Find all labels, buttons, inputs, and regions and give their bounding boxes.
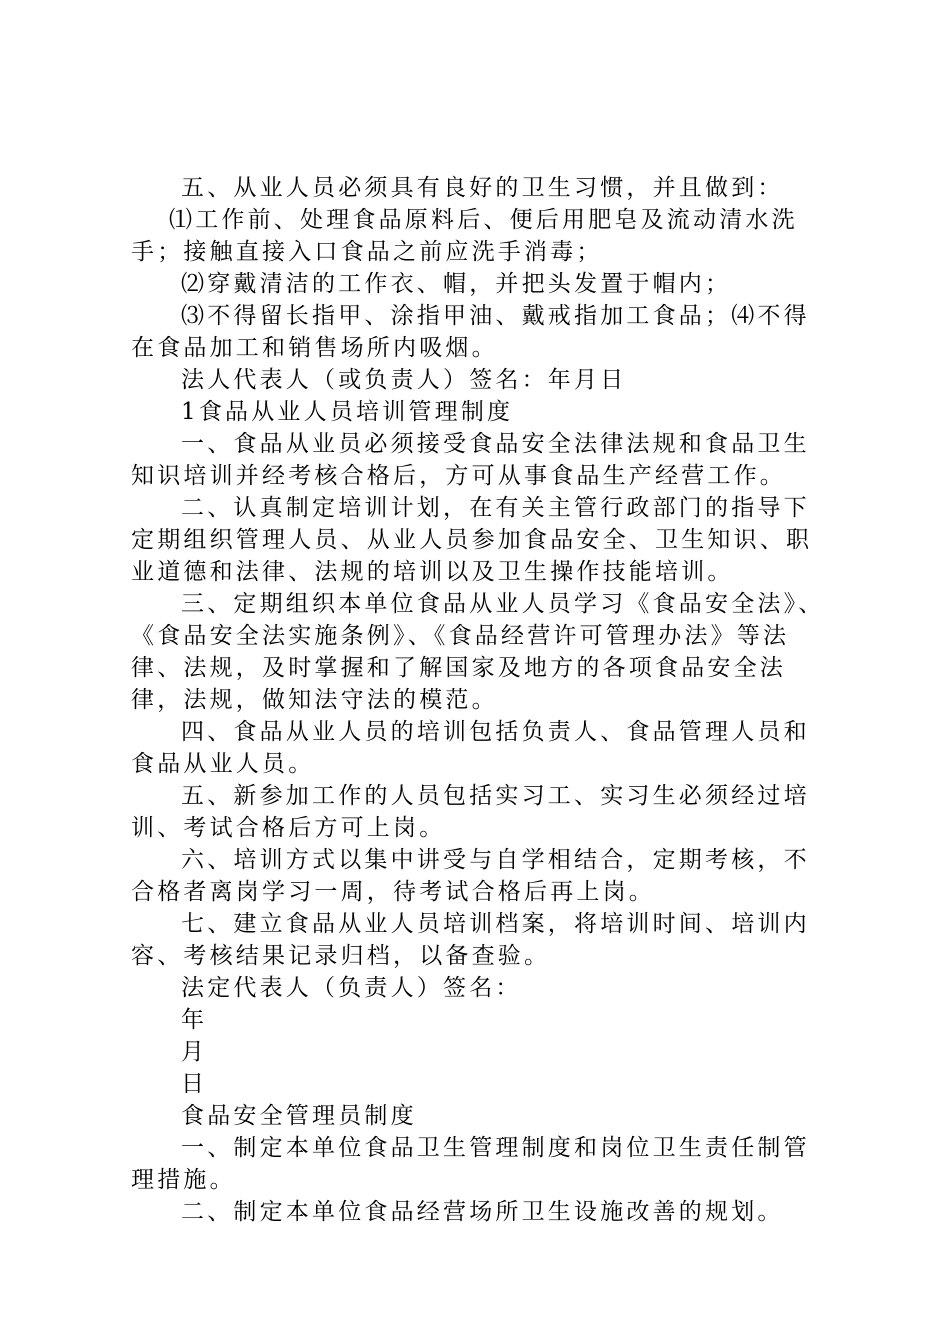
signature-line-legal-rep: 法人代表人（或负责人）签名：年月日 [181, 367, 627, 393]
signature-line-legal-rep-2: 法定代表人（负责人）签名： [181, 975, 522, 1001]
paragraph-hygiene-habits: 五、从业人员必须具有良好的卫生习惯，并且做到： [181, 175, 784, 201]
paragraph-hand-washing: ⑴工作前、处理食品原料后、便后用肥皂及流动清水洗手；接触直接入口食品之前应洗手消毒； [131, 207, 798, 265]
document-body [131, 172, 833, 1228]
paragraph-work-clothes: ⑵穿戴清洁的工作衣、帽，并把头发置于帽内； [181, 271, 732, 297]
paragraph-training-1: 一、食品从业员必须接受食品安全法律法规和食品卫生知识培训并经考核合格后，方可从事食品生产经营工作。 [131, 431, 810, 489]
signature-year: 年 [181, 1007, 208, 1033]
paragraph-training-6: 六、培训方式以集中讲受与自学相结合，定期考核，不合格者离岗学习一周，待考试合格后再上岗。 [131, 847, 810, 905]
paragraph-training-4: 四、食品从业人员的培训包括负责人、食品管理人员和食品从业人员。 [131, 719, 810, 777]
section-title-safety-manager: 食品安全管理员制度 [181, 1103, 417, 1129]
paragraph-training-7: 七、建立食品从业人员培训档案，将培训时间、培训内容、考核结果记录归档，以备查验。 [131, 911, 810, 969]
paragraph-training-3: 三、定期组织本单位食品从业人员学习《食品安全法》、《食品安全法实施条例》、《食品经营许可管理办法》等法律、法规，及时掌握和了解国家及地方的各项食品安全法律，法规，做知法守法的模范。 [131, 591, 825, 713]
signature-month: 月 [181, 1039, 208, 1065]
signature-day: 日 [181, 1071, 208, 1097]
paragraph-training-5: 五、新参加工作的人员包括实习工、实习生必须经过培训、考试合格后方可上岗。 [131, 783, 810, 841]
section-title-training: 1食品从业人员培训管理制度 [181, 399, 514, 425]
paragraph-manager-1: 一、制定本单位食品卫生管理制度和岗位卫生责任制管理措施。 [131, 1135, 810, 1193]
paragraph-manager-2: 二、制定本单位食品经营场所卫生设施改善的规划。 [181, 1199, 784, 1225]
paragraph-training-2: 二、认真制定培训计划，在有关主管行政部门的指导下定期组织管理人员、从业人员参加食品安全、卫生知识、职业道德和法律、法规的培训以及卫生操作技能培训。 [131, 495, 813, 585]
paragraph-no-nails-smoking: ⑶不得留长指甲、涂指甲油、戴戒指加工食品；⑷不得在食品加工和销售场所内吸烟。 [131, 303, 810, 361]
